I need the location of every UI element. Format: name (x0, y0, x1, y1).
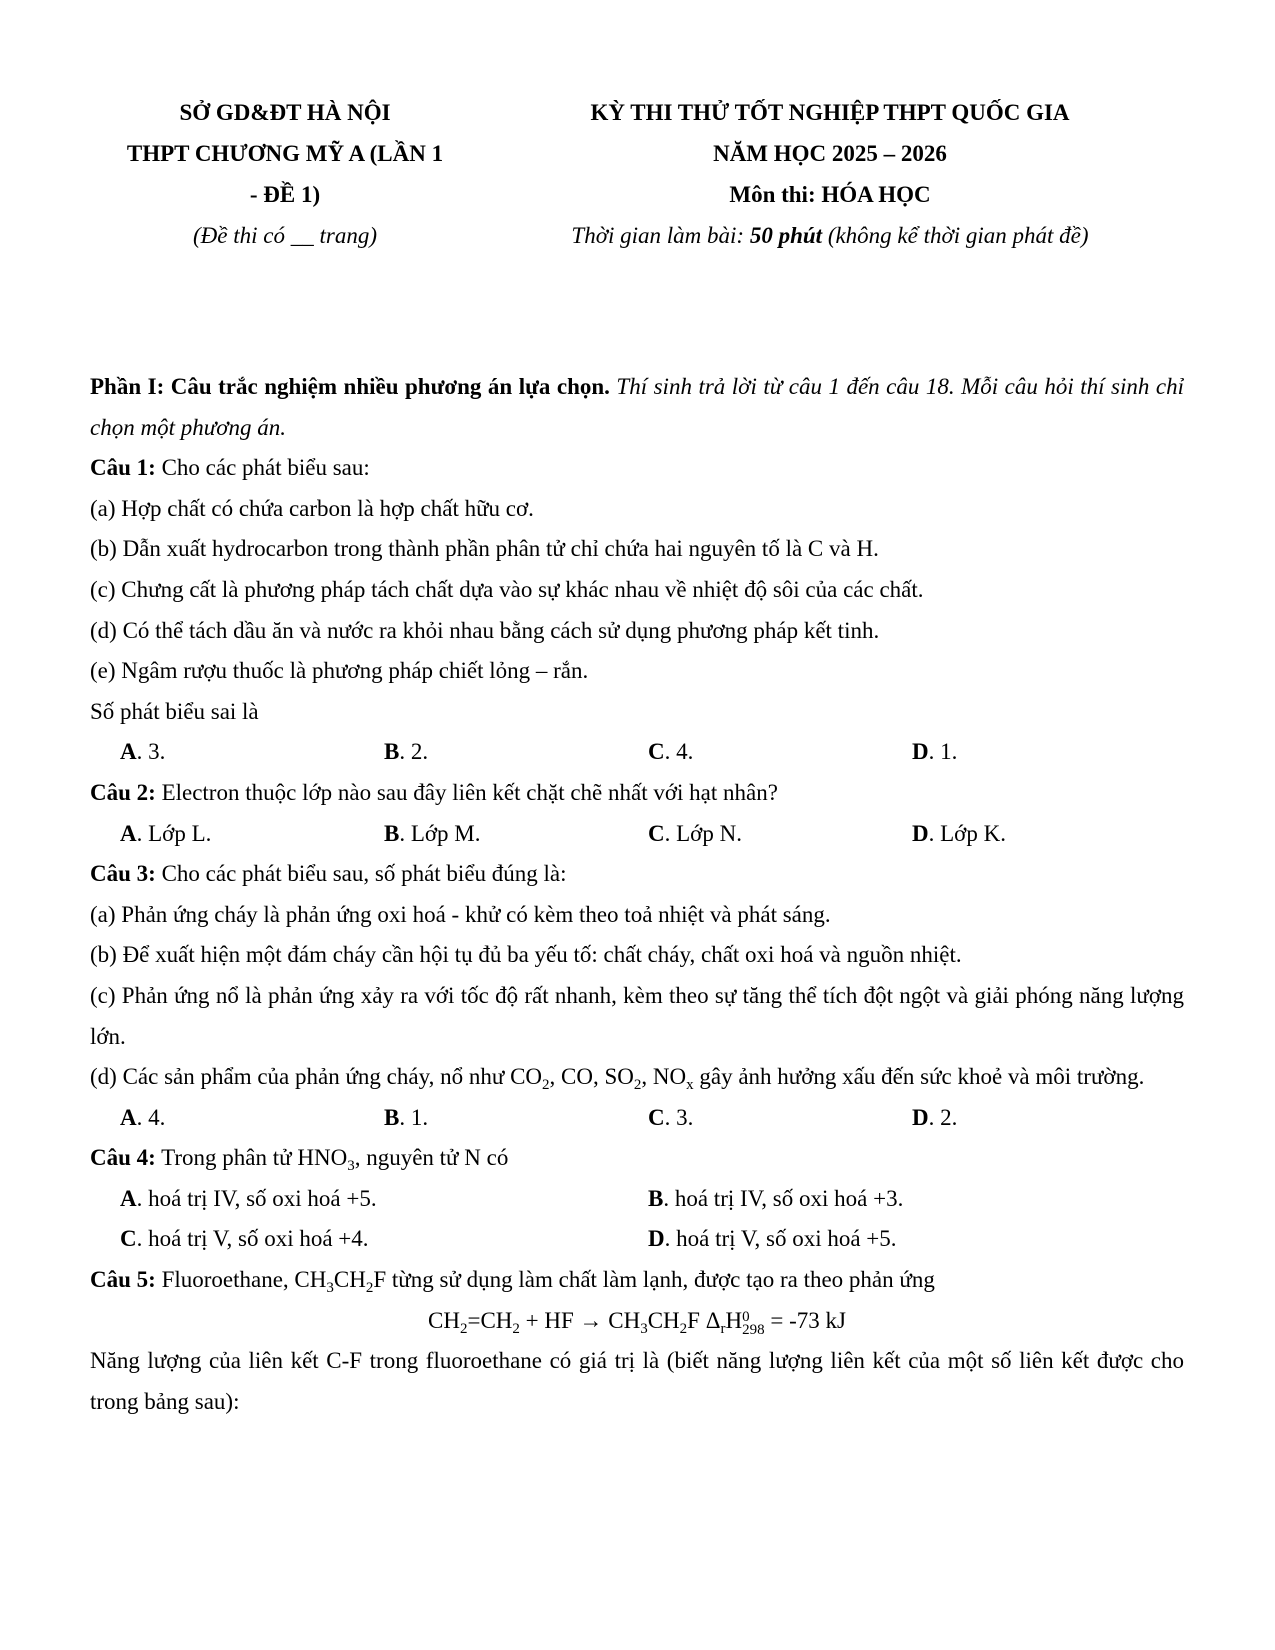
department-name: SỞ GD&ĐT HÀ NỘI (179, 100, 391, 125)
q2-option-d[interactable]: D. Lớp K. (912, 820, 1006, 846)
q1-statement: (d) Có thể tách dầu ăn và nước ra khỏi nhau bằng cách sử dụng phương pháp kết tinh. (90, 617, 880, 643)
question-3-stem: Câu 3: Cho các phát biểu sau, số phát biểu đúng là: (90, 861, 567, 887)
q3-statement: (a) Phản ứng cháy là phản ứng oxi hoá - khử có kèm theo toả nhiệt và phát sáng. (90, 901, 831, 927)
enthalpy-symbol: $\Delta_rH0$ 298 (705, 1307, 765, 1338)
page-count-note: (Đề thi có __ trang) (193, 223, 377, 248)
part1-title: Phần I: Câu trắc nghiệm nhiều phương án lựa chọn. (90, 374, 610, 399)
school-name: THPT CHƯƠNG MỸ A (LẦN 1 (126, 141, 444, 166)
q3-option-d[interactable]: D. 2. (912, 1104, 958, 1130)
q1-statement: (c) Chưng cất là phương pháp tách chất dựa vào sự khác nhau về nhiệt độ sôi của các chất. (90, 576, 924, 602)
q3-statement: (d) Các sản phẩm của phản ứng cháy, nổ như $CO_2$, CO, $SO_2$, $NO_x$ gây ảnh hưởng xấu đến sức khoẻ và môi trường. (90, 1064, 1145, 1094)
q1-statement: (e) Ngâm rượu thuốc là phương pháp chiết lỏng – rắn. (90, 658, 589, 684)
part1-heading (90, 367, 1184, 448)
question-1-stem: Câu 1: Cho các phát biểu sau: (90, 455, 370, 481)
q1-option-b[interactable]: B. 2. (384, 739, 429, 765)
q4-option-a[interactable]: A. hoá trị IV, số oxi hoá +5. (120, 1185, 377, 1211)
exam-body (90, 367, 1184, 1422)
q1-options (90, 732, 1184, 773)
q3-option-c[interactable]: C. 3. (648, 1104, 694, 1130)
q4-options-row-2 (90, 1219, 1184, 1260)
exam-round: - ĐỀ 1) (249, 182, 321, 207)
q4-option-c[interactable]: C. hoá trị V, số oxi hoá +4. (120, 1226, 369, 1252)
part1-instruction: Thí sinh trả lời từ câu 1 đến câu 18. Mỗi câu hỏi thí sinh chỉ chọn một phương án. (90, 374, 1184, 440)
exam-duration: Thời gian làm bài: 50 phút (không kể thời gian phát đề) (571, 223, 1089, 248)
q4-option-d[interactable]: D. hoá trị V, số oxi hoá +5. (648, 1226, 897, 1252)
q2-option-c[interactable]: C. Lớp N. (648, 820, 742, 846)
q3-option-b[interactable]: B. 1. (384, 1104, 429, 1130)
q3-option-a[interactable]: A. 4. (120, 1104, 166, 1130)
q3-statement: (b) Để xuất hiện một đám cháy cần hội tụ đủ ba yếu tố: chất cháy, chất oxi hoá và nguồn nhiệt. (90, 942, 962, 968)
q4-option-b[interactable]: B. hoá trị IV, số oxi hoá +3. (648, 1185, 904, 1211)
q5-tail: Năng lượng của liên kết C-F trong fluoroethane có giá trị là (biết năng lượng liên kết của một số liên kết được cho trong bảng sau): (90, 1348, 1184, 1414)
q2-option-b[interactable]: B. Lớp M. (384, 820, 481, 846)
q2-option-a[interactable]: A. Lớp L. (120, 820, 212, 846)
exam-subject: Môn thi: HÓA HỌC (729, 182, 931, 207)
q1-ask: Số phát biểu sai là (90, 698, 259, 724)
q2-options (90, 814, 1184, 855)
question-2-stem: Câu 2: Electron thuộc lớp nào sau đây liên kết chặt chẽ nhất với hạt nhân? (90, 779, 778, 805)
q1-statement: (b) Dẫn xuất hydrocarbon trong thành phần phân tử chỉ chứa hai nguyên tố là C và H. (90, 536, 879, 562)
question-5-stem: Câu 5: Fluoroethane, $CH_3CH_2F$ từng sử dụng làm chất làm lạnh, được tạo ra theo phản ứng (90, 1267, 935, 1297)
school-year: NĂM HỌC 2025 – 2026 (713, 141, 947, 166)
q5-equation: $CH_2=CH_2$ + HF → $CH_3CH_2F$ $\Delta_rH0$ 298 = -73 kJ (428, 1307, 846, 1338)
q1-option-d[interactable]: D. 1. (912, 739, 958, 765)
q3-statement: (c) Phản ứng nổ là phản ứng xảy ra với tốc độ rất nhanh, kèm theo sự tăng thể tích đột ngột và giải phóng năng lượng lớn. (90, 982, 1184, 1049)
q1-statement: (a) Hợp chất có chứa carbon là hợp chất hữu cơ. (90, 495, 534, 521)
q1-option-a[interactable]: A. 3. (120, 739, 166, 765)
exam-title: KỲ THI THỬ TỐT NGHIỆP THPT QUỐC GIA (590, 100, 1070, 125)
q1-option-c[interactable]: C. 4. (648, 739, 694, 765)
header-right (500, 92, 1160, 256)
header-left (90, 92, 480, 256)
q3-options (90, 1098, 1184, 1139)
question-4-stem: Câu 4: Trong phân tử $HNO_3$, nguyên tử N có (90, 1145, 509, 1175)
q4-options-row-1 (90, 1179, 1184, 1220)
